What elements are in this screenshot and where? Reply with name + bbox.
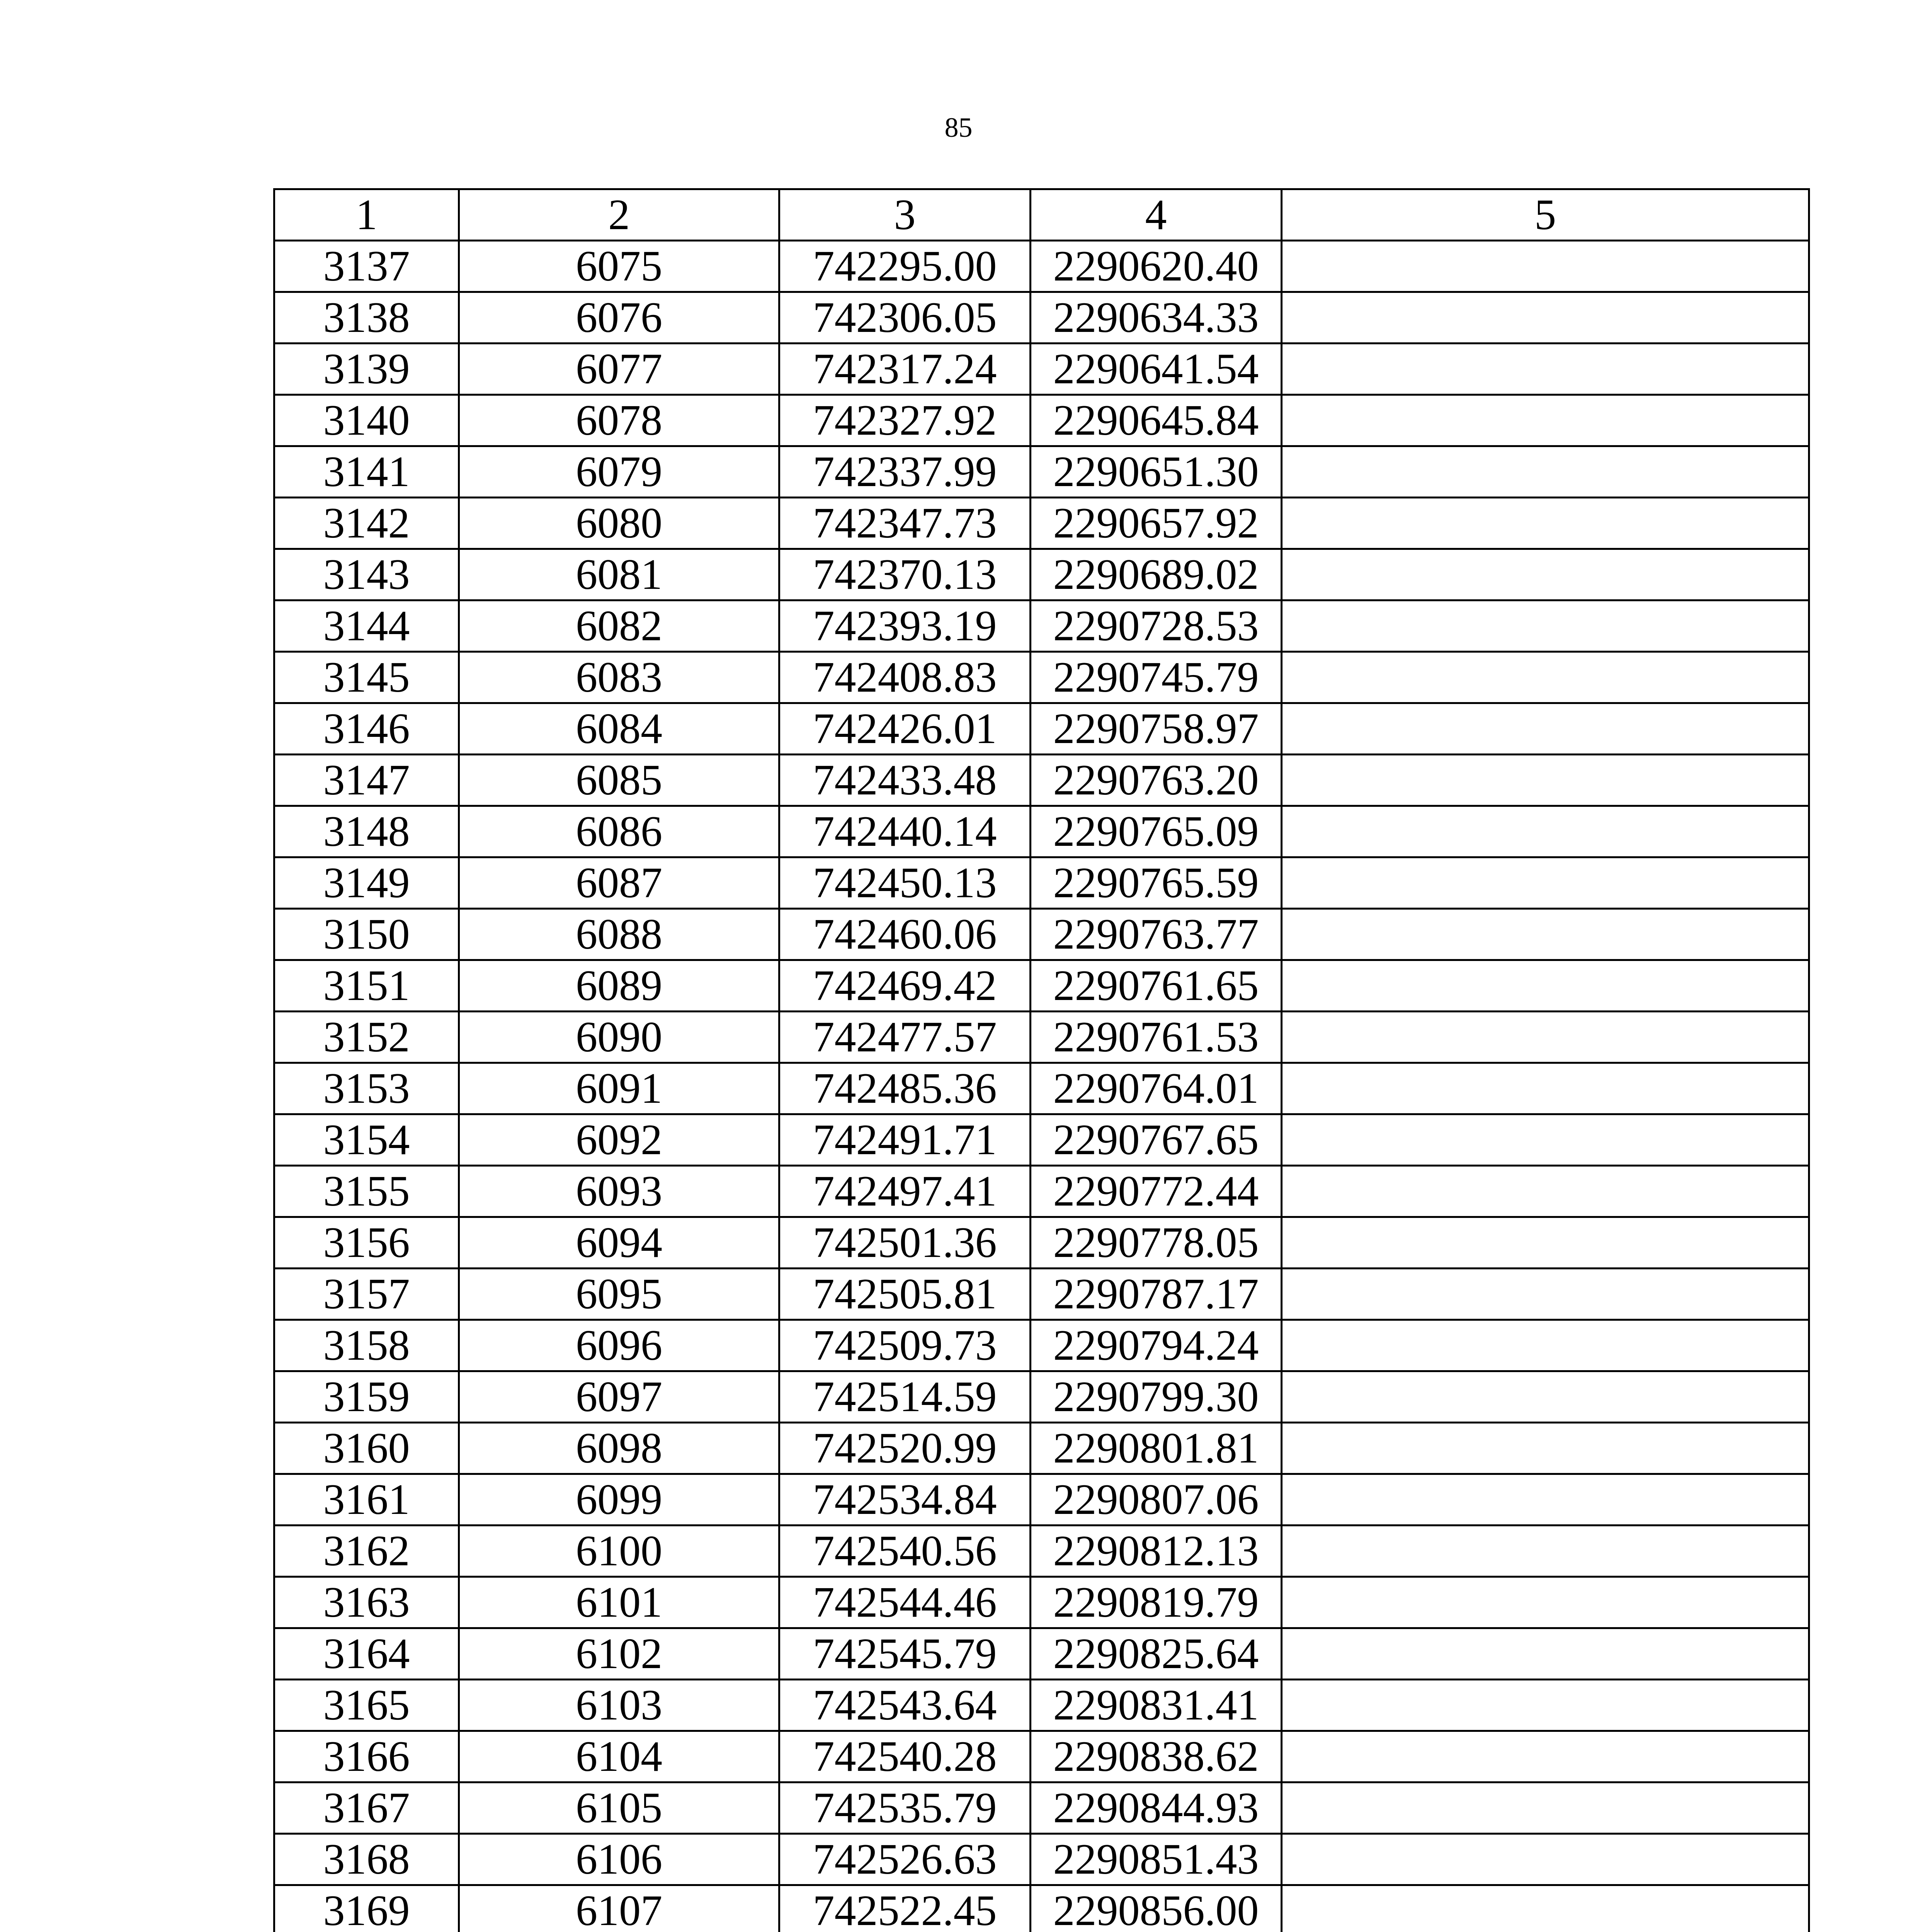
table-cell-col-2: 6103: [459, 1680, 779, 1731]
table-cell-col-2: 6095: [459, 1269, 779, 1320]
table-cell-col-4: 2290763.77: [1031, 909, 1282, 960]
table-row: [274, 960, 1809, 1012]
table-cell-col-2: 6082: [459, 600, 779, 652]
column-header-1: 1: [274, 189, 459, 241]
table-cell-col-2: 6107: [459, 1885, 779, 1932]
table-cell-col-1: 3161: [274, 1474, 459, 1526]
table-cell-col-3: 742540.56: [779, 1526, 1031, 1577]
table-cell-col-3: 742505.81: [779, 1269, 1031, 1320]
table-cell-col-1: 3167: [274, 1782, 459, 1834]
table-cell-col-1: 3139: [274, 344, 459, 395]
table-cell-col-4: 2290641.54: [1031, 344, 1282, 395]
table-cell-col-4: 2290851.43: [1031, 1834, 1282, 1885]
table-cell-col-3: 742501.36: [779, 1217, 1031, 1269]
table-cell-col-5: [1282, 1474, 1809, 1526]
table-cell-col-1: 3164: [274, 1628, 459, 1680]
table-cell-col-5: [1282, 292, 1809, 344]
table-row: [274, 1731, 1809, 1782]
table-cell-col-2: 6090: [459, 1012, 779, 1063]
table-cell-col-3: 742545.79: [779, 1628, 1031, 1680]
table-cell-col-5: [1282, 806, 1809, 857]
table-cell-col-3: 742337.99: [779, 446, 1031, 498]
table-cell-col-4: 2290620.40: [1031, 241, 1282, 292]
table-cell-col-4: 2290844.93: [1031, 1782, 1282, 1834]
table-cell-col-5: [1282, 395, 1809, 446]
table-cell-col-1: 3160: [274, 1423, 459, 1474]
table-cell-col-3: 742347.73: [779, 498, 1031, 549]
table-cell-col-1: 3144: [274, 600, 459, 652]
table-cell-col-1: 3155: [274, 1166, 459, 1217]
table-cell-col-4: 2290819.79: [1031, 1577, 1282, 1628]
column-header-3: 3: [779, 189, 1031, 241]
table-cell-col-4: 2290761.53: [1031, 1012, 1282, 1063]
table-cell-col-5: [1282, 960, 1809, 1012]
table-cell-col-4: 2290794.24: [1031, 1320, 1282, 1371]
table-cell-col-1: 3138: [274, 292, 459, 344]
table-cell-col-1: 3169: [274, 1885, 459, 1932]
table-cell-col-3: 742526.63: [779, 1834, 1031, 1885]
coordinates-table: [273, 188, 1810, 1932]
table-body: [274, 241, 1809, 1932]
table-cell-col-5: [1282, 446, 1809, 498]
table-cell-col-1: 3141: [274, 446, 459, 498]
table-cell-col-2: 6094: [459, 1217, 779, 1269]
table-cell-col-1: 3158: [274, 1320, 459, 1371]
table-cell-col-3: 742408.83: [779, 652, 1031, 703]
page-number: 85: [944, 112, 973, 143]
table-row: [274, 549, 1809, 600]
table-cell-col-2: 6091: [459, 1063, 779, 1114]
table-cell-col-3: 742433.48: [779, 755, 1031, 806]
table-cell-col-3: 742491.71: [779, 1114, 1031, 1166]
table-cell-col-4: 2290825.64: [1031, 1628, 1282, 1680]
table-cell-col-3: 742370.13: [779, 549, 1031, 600]
table-cell-col-4: 2290763.20: [1031, 755, 1282, 806]
table-cell-col-1: 3157: [274, 1269, 459, 1320]
table-row: [274, 395, 1809, 446]
table-cell-col-5: [1282, 703, 1809, 755]
column-header-5: 5: [1282, 189, 1809, 241]
table-cell-col-1: 3147: [274, 755, 459, 806]
table-cell-col-5: [1282, 1423, 1809, 1474]
table-cell-col-3: 742514.59: [779, 1371, 1031, 1423]
table-row: [274, 1320, 1809, 1371]
table-cell-col-1: 3151: [274, 960, 459, 1012]
table-cell-col-4: 2290799.30: [1031, 1371, 1282, 1423]
table-row: [274, 857, 1809, 909]
table-cell-col-4: 2290657.92: [1031, 498, 1282, 549]
table-cell-col-2: 6078: [459, 395, 779, 446]
table-row: [274, 1474, 1809, 1526]
table-row: [274, 1012, 1809, 1063]
table-cell-col-1: 3145: [274, 652, 459, 703]
table-cell-col-1: 3140: [274, 395, 459, 446]
table-row: [274, 344, 1809, 395]
table-cell-col-3: 742327.92: [779, 395, 1031, 446]
table-cell-col-4: 2290812.13: [1031, 1526, 1282, 1577]
table-cell-col-1: 3154: [274, 1114, 459, 1166]
table-row: [274, 1423, 1809, 1474]
table-cell-col-4: 2290764.01: [1031, 1063, 1282, 1114]
table-cell-col-4: 2290758.97: [1031, 703, 1282, 755]
table-cell-col-1: 3159: [274, 1371, 459, 1423]
table-cell-col-3: 742393.19: [779, 600, 1031, 652]
table-cell-col-5: [1282, 1320, 1809, 1371]
table-cell-col-4: 2290765.59: [1031, 857, 1282, 909]
table-cell-col-1: 3142: [274, 498, 459, 549]
table-cell-col-2: 6096: [459, 1320, 779, 1371]
table-row: [274, 1577, 1809, 1628]
table-row: [274, 1269, 1809, 1320]
table-cell-col-1: 3163: [274, 1577, 459, 1628]
table-cell-col-5: [1282, 1577, 1809, 1628]
table-cell-col-2: 6087: [459, 857, 779, 909]
table-cell-col-2: 6099: [459, 1474, 779, 1526]
table-row: [274, 241, 1809, 292]
table-row: [274, 703, 1809, 755]
table-cell-col-4: 2290807.06: [1031, 1474, 1282, 1526]
table-cell-col-2: 6075: [459, 241, 779, 292]
table-row: [274, 806, 1809, 857]
table-cell-col-3: 742426.01: [779, 703, 1031, 755]
table-cell-col-4: 2290651.30: [1031, 446, 1282, 498]
table-cell-col-2: 6083: [459, 652, 779, 703]
column-header-2: 2: [459, 189, 779, 241]
table-row: [274, 909, 1809, 960]
table-cell-col-5: [1282, 1166, 1809, 1217]
table-cell-col-5: [1282, 1731, 1809, 1782]
table-cell-col-3: 742460.06: [779, 909, 1031, 960]
table-cell-col-1: 3152: [274, 1012, 459, 1063]
table-cell-col-1: 3153: [274, 1063, 459, 1114]
table-cell-col-4: 2290831.41: [1031, 1680, 1282, 1731]
table-cell-col-4: 2290634.33: [1031, 292, 1282, 344]
table-cell-col-3: 742534.84: [779, 1474, 1031, 1526]
table-cell-col-5: [1282, 344, 1809, 395]
table-cell-col-5: [1282, 755, 1809, 806]
table-cell-col-5: [1282, 600, 1809, 652]
table-row: [274, 292, 1809, 344]
table-cell-col-4: 2290801.81: [1031, 1423, 1282, 1474]
table-row: [274, 1166, 1809, 1217]
table-cell-col-4: 2290772.44: [1031, 1166, 1282, 1217]
table-cell-col-2: 6097: [459, 1371, 779, 1423]
table-cell-col-5: [1282, 652, 1809, 703]
table-cell-col-2: 6092: [459, 1114, 779, 1166]
table-row: [274, 1526, 1809, 1577]
table-cell-col-5: [1282, 1012, 1809, 1063]
table-cell-col-5: [1282, 1782, 1809, 1834]
table-cell-col-2: 6085: [459, 755, 779, 806]
table-cell-col-3: 742544.46: [779, 1577, 1031, 1628]
table-cell-col-3: 742295.00: [779, 241, 1031, 292]
table-cell-col-3: 742469.42: [779, 960, 1031, 1012]
table-cell-col-5: [1282, 857, 1809, 909]
table-row: [274, 1114, 1809, 1166]
table-cell-col-2: 6105: [459, 1782, 779, 1834]
table-cell-col-2: 6077: [459, 344, 779, 395]
table-cell-col-3: 742485.36: [779, 1063, 1031, 1114]
table-row: [274, 1680, 1809, 1731]
table-cell-col-3: 742450.13: [779, 857, 1031, 909]
table-cell-col-4: 2290767.65: [1031, 1114, 1282, 1166]
table-cell-col-2: 6079: [459, 446, 779, 498]
table-cell-col-5: [1282, 1526, 1809, 1577]
table-cell-col-2: 6086: [459, 806, 779, 857]
table-cell-col-3: 742317.24: [779, 344, 1031, 395]
table-cell-col-4: 2290778.05: [1031, 1217, 1282, 1269]
table-cell-col-1: 3137: [274, 241, 459, 292]
table-header-row: [274, 189, 1809, 241]
table-cell-col-3: 742497.41: [779, 1166, 1031, 1217]
table-cell-col-4: 2290856.00: [1031, 1885, 1282, 1932]
table-cell-col-1: 3148: [274, 806, 459, 857]
table-cell-col-3: 742520.99: [779, 1423, 1031, 1474]
table-cell-col-4: 2290728.53: [1031, 600, 1282, 652]
table-cell-col-2: 6089: [459, 960, 779, 1012]
table-cell-col-3: 742477.57: [779, 1012, 1031, 1063]
table-cell-col-4: 2290761.65: [1031, 960, 1282, 1012]
table-cell-col-5: [1282, 1680, 1809, 1731]
table-cell-col-1: 3162: [274, 1526, 459, 1577]
table-row: [274, 1063, 1809, 1114]
table-cell-col-3: 742535.79: [779, 1782, 1031, 1834]
table-cell-col-1: 3146: [274, 703, 459, 755]
table-cell-col-5: [1282, 1217, 1809, 1269]
table-row: [274, 1834, 1809, 1885]
table-row: [274, 652, 1809, 703]
table-row: [274, 1628, 1809, 1680]
table-cell-col-2: 6098: [459, 1423, 779, 1474]
table-cell-col-2: 6102: [459, 1628, 779, 1680]
table-cell-col-2: 6106: [459, 1834, 779, 1885]
table-cell-col-5: [1282, 1269, 1809, 1320]
table-cell-col-4: 2290838.62: [1031, 1731, 1282, 1782]
table-cell-col-3: 742509.73: [779, 1320, 1031, 1371]
table-row: [274, 1885, 1809, 1932]
table-cell-col-3: 742306.05: [779, 292, 1031, 344]
table-cell-col-5: [1282, 498, 1809, 549]
table-cell-col-4: 2290689.02: [1031, 549, 1282, 600]
table-cell-col-2: 6100: [459, 1526, 779, 1577]
table-cell-col-4: 2290745.79: [1031, 652, 1282, 703]
table-cell-col-4: 2290645.84: [1031, 395, 1282, 446]
table-cell-col-2: 6088: [459, 909, 779, 960]
table-cell-col-1: 3150: [274, 909, 459, 960]
table-row: [274, 498, 1809, 549]
table-cell-col-5: [1282, 1063, 1809, 1114]
table-cell-col-2: 6080: [459, 498, 779, 549]
table-cell-col-3: 742543.64: [779, 1680, 1031, 1731]
table-cell-col-2: 6081: [459, 549, 779, 600]
table-row: [274, 600, 1809, 652]
table-cell-col-1: 3166: [274, 1731, 459, 1782]
table-cell-col-4: 2290765.09: [1031, 806, 1282, 857]
table-cell-col-1: 3165: [274, 1680, 459, 1731]
table-row: [274, 1371, 1809, 1423]
table-row: [274, 446, 1809, 498]
table-row: [274, 1782, 1809, 1834]
table-cell-col-1: 3149: [274, 857, 459, 909]
table-cell-col-2: 6104: [459, 1731, 779, 1782]
table-cell-col-1: 3168: [274, 1834, 459, 1885]
table-cell-col-5: [1282, 1885, 1809, 1932]
table-cell-col-3: 742440.14: [779, 806, 1031, 857]
table-cell-col-2: 6084: [459, 703, 779, 755]
table-cell-col-1: 3143: [274, 549, 459, 600]
table-cell-col-2: 6101: [459, 1577, 779, 1628]
table-cell-col-5: [1282, 1628, 1809, 1680]
table-cell-col-5: [1282, 241, 1809, 292]
table-cell-col-3: 742522.45: [779, 1885, 1031, 1932]
table-cell-col-5: [1282, 549, 1809, 600]
table-cell-col-4: 2290787.17: [1031, 1269, 1282, 1320]
table-cell-col-5: [1282, 909, 1809, 960]
table-cell-col-2: 6076: [459, 292, 779, 344]
table-cell-col-5: [1282, 1834, 1809, 1885]
column-header-4: 4: [1031, 189, 1282, 241]
table-cell-col-5: [1282, 1114, 1809, 1166]
table-cell-col-5: [1282, 1371, 1809, 1423]
table-row: [274, 1217, 1809, 1269]
table-cell-col-1: 3156: [274, 1217, 459, 1269]
table-cell-col-3: 742540.28: [779, 1731, 1031, 1782]
table-cell-col-2: 6093: [459, 1166, 779, 1217]
table-row: [274, 755, 1809, 806]
